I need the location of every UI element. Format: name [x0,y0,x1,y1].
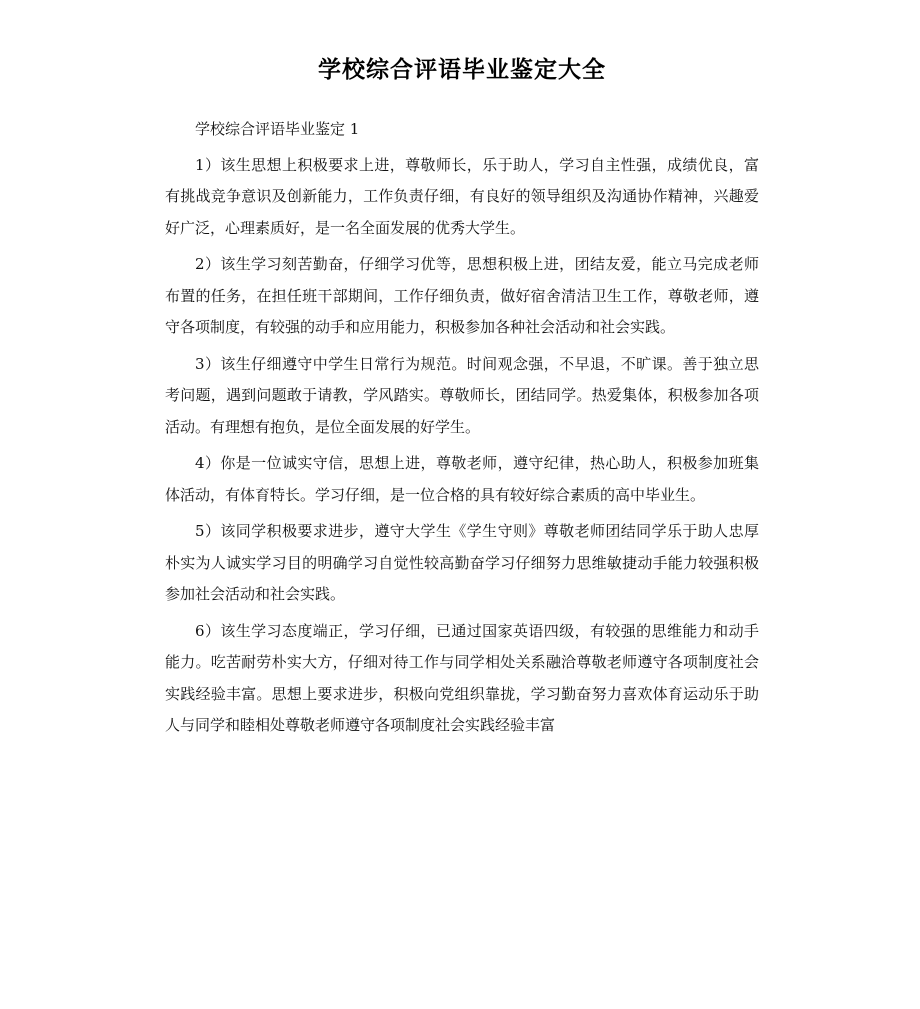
paragraph-2: 2）该生学习刻苦勤奋，仔细学习优等，思想积极上进，团结友爱，能立马完成老师布置的任务，在担任班干部期间，工作仔细负责，做好宿舍清洁卫生工作，尊敬老师，遵守各项制度，有较强的动手和应用能力，积极参加各种社会活动和社会实践。 [165,255,759,336]
paragraph-3: 3）该生仔细遵守中学生日常行为规范。时间观念强，不早退，不旷课。善于独立思考问题，遇到问题敢于请教，学风踏实。尊敬师长，团结同学。热爱集体，积极参加各项活动。有理想有抱负，是位全面发展的好学生。 [165,354,759,436]
paragraph-1: 1）该生思想上积极要求上进，尊敬师长，乐于助人，学习自主性强，成绩优良，富有挑战竞争意识及创新能力，工作负责仔细，有良好的领导组织及沟通协作精神，兴趣爱好广泛，心理素质好，是一名全面发展的优秀大学生。 [165,155,759,237]
document-title: 学校综合评语毕业鉴定大全 [318,57,606,83]
paragraph-4: 4）你是一位诚实守信，思想上进，尊敬老师，遵守纪律，热心助人，积极参加班集体活动，有体育特长。学习仔细，是一位合格的具有较好综合素质的高中毕业生。 [165,454,759,504]
document-body [165,114,759,742]
document-page [165,0,759,747]
section-subtitle: 学校综合评语毕业鉴定 1 [195,120,360,138]
paragraph-6: 6）该生学习态度端正，学习仔细，已通过国家英语四级，有较强的思维能力和动手能力。吃苦耐劳朴实大方，仔细对待工作与同学相处关系融洽尊敬老师遵守各项制度社会实践经验丰富。思想上要求进步，积极向党组织靠拢，学习勤奋努力喜欢体育运动乐于助人与同学和睦相处尊敬老师遵守各项制度社会实践经验丰富 [165,621,759,734]
paragraph-5: 5）该同学积极要求进步，遵守大学生《学生守则》尊敬老师团结同学乐于助人忠厚朴实为人诚实学习目的明确学习自觉性较高勤奋学习仔细努力思维敏捷动手能力较强积极参加社会活动和社会实践。 [165,522,759,603]
